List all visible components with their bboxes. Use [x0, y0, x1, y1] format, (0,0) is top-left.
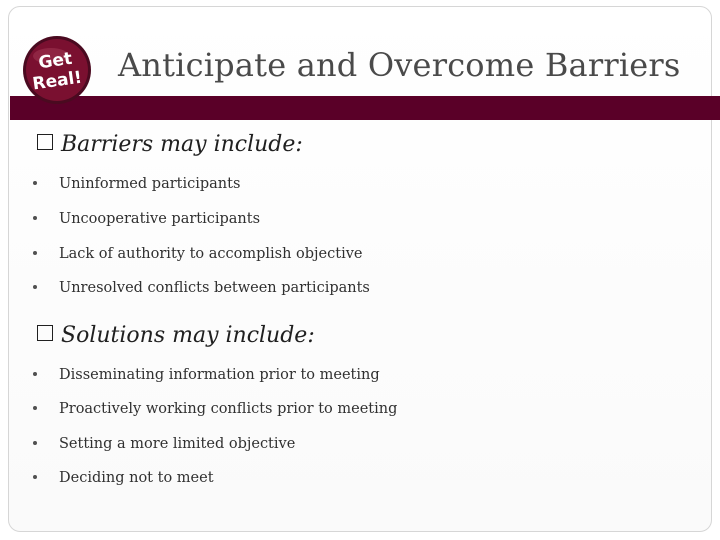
bullet-dot-icon [33, 406, 37, 410]
checkbox-icon [37, 325, 53, 341]
list-item-text: Lack of authority to accomplish objective [59, 246, 363, 262]
section-heading: Barriers may include: [61, 132, 303, 157]
bullet-dot-icon [33, 181, 37, 185]
slide-frame [8, 6, 712, 532]
list-item-text: Proactively working conflicts prior to meeting [59, 401, 398, 417]
list-item-text: Uninformed participants [59, 176, 241, 192]
list-item [33, 436, 295, 452]
logo-text-line1: Get [37, 48, 74, 74]
checkbox-icon [37, 134, 53, 150]
bullet-dot-icon [33, 285, 37, 289]
list-item [33, 211, 260, 227]
section-barriers [37, 132, 303, 157]
list-item [33, 246, 363, 262]
list-item-text: Setting a more limited objective [59, 436, 296, 452]
list-item-text: Uncooperative participants [59, 211, 261, 227]
bullet-dot-icon [33, 475, 37, 479]
bullet-dot-icon [33, 441, 37, 445]
get-real-badge-icon [18, 34, 96, 106]
list-item [33, 470, 214, 486]
slide-title: Anticipate and Overcome Barriers [118, 46, 681, 84]
list-item-text: Deciding not to meet [59, 470, 214, 486]
logo-text-line2: Real! [31, 67, 84, 95]
bullet-dot-icon [33, 372, 37, 376]
section-heading: Solutions may include: [61, 323, 315, 348]
list-item [33, 367, 380, 383]
title-accent-bar [10, 96, 720, 120]
list-item [33, 280, 370, 296]
bullet-dot-icon [33, 251, 37, 255]
list-item-text: Disseminating information prior to meeting [59, 367, 380, 383]
bullet-dot-icon [33, 216, 37, 220]
list-item-text: Unresolved conflicts between participants [59, 280, 370, 296]
section-solutions [37, 323, 315, 348]
list-item [33, 176, 240, 192]
list-item [33, 401, 397, 417]
